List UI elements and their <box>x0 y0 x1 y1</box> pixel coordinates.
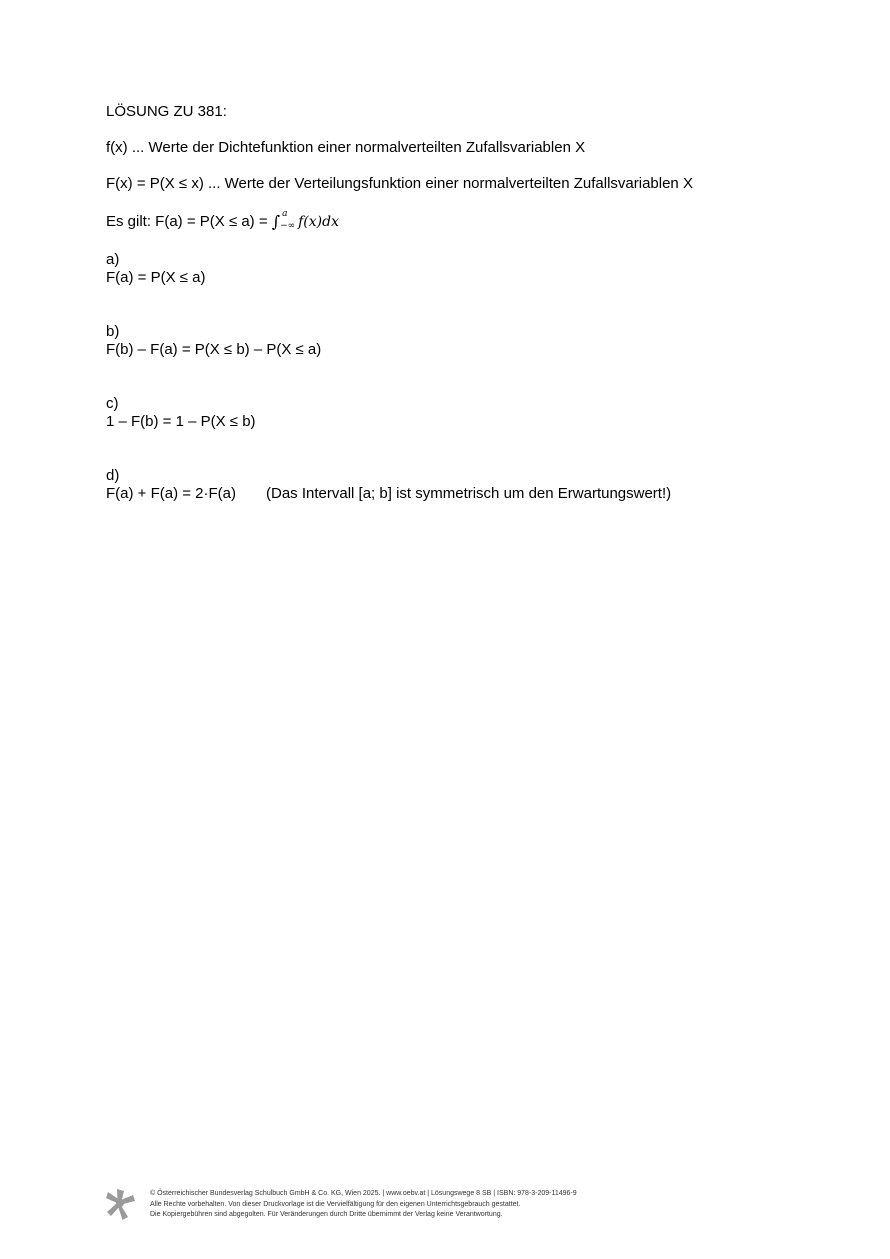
integrand: f(x)dx <box>298 214 339 230</box>
integral-limits <box>280 209 298 231</box>
part-b-label: b) <box>106 323 120 340</box>
footer-line-2: Alle Rechte vorbehalten. Von dieser Druckvorlage ist die Vervielfältigung für den eigenen Unterrichtsgebrauch gestattet. <box>150 1200 521 1208</box>
solution-heading: LÖSUNG ZU 381: <box>106 103 227 120</box>
footer-line-1: © Österreichischer Bundesverlag Schulbuch GmbH & Co. KG, Wien 2025. | www.oebv.at | Lösungswege 8 SB | ISBN: 978-3-209-11496-9 <box>150 1190 577 1197</box>
part-a-answer: F(a) = P(X ≤ a) <box>106 269 206 286</box>
integral-relation-text: Es gilt: F(a) = P(X ≤ a) = <box>106 213 268 230</box>
part-d-label: d) <box>106 467 120 484</box>
footer-copyright <box>150 1189 577 1221</box>
part-d-row <box>106 485 671 503</box>
part-d-note: (Das Intervall [a; b] ist symmetrisch um den Erwartungswert!) <box>266 485 672 502</box>
density-function-definition: f(x) ... Werte der Dichtefunktion einer normalverteilten Zufallsvariablen X <box>106 139 586 156</box>
integral-lower-limit: −∞ <box>280 221 296 232</box>
integral-symbol: ∫ <box>271 212 281 231</box>
part-c-label: c) <box>106 395 119 412</box>
oebv-asterisk-logo-icon <box>104 1187 136 1221</box>
integral-relation <box>106 210 339 233</box>
part-c-answer: 1 – F(b) = 1 – P(X ≤ b) <box>106 413 256 430</box>
distribution-function-definition: F(x) = P(X ≤ x) ... Werte der Verteilungsfunktion einer normalverteilten Zufallsvariablen X <box>106 175 693 192</box>
part-d-answer: F(a) + F(a) = 2·F(a) <box>106 485 237 502</box>
part-a-label: a) <box>106 251 120 268</box>
integral-upper-limit: a <box>282 209 288 220</box>
part-b-answer: F(b) – F(a) = P(X ≤ b) – P(X ≤ a) <box>106 341 322 358</box>
footer-line-3: Die Kopiergebühren sind abgegolten. Für Veränderungen durch Dritte übernimmt der Verlag keine Verantwortung. <box>150 1211 503 1218</box>
